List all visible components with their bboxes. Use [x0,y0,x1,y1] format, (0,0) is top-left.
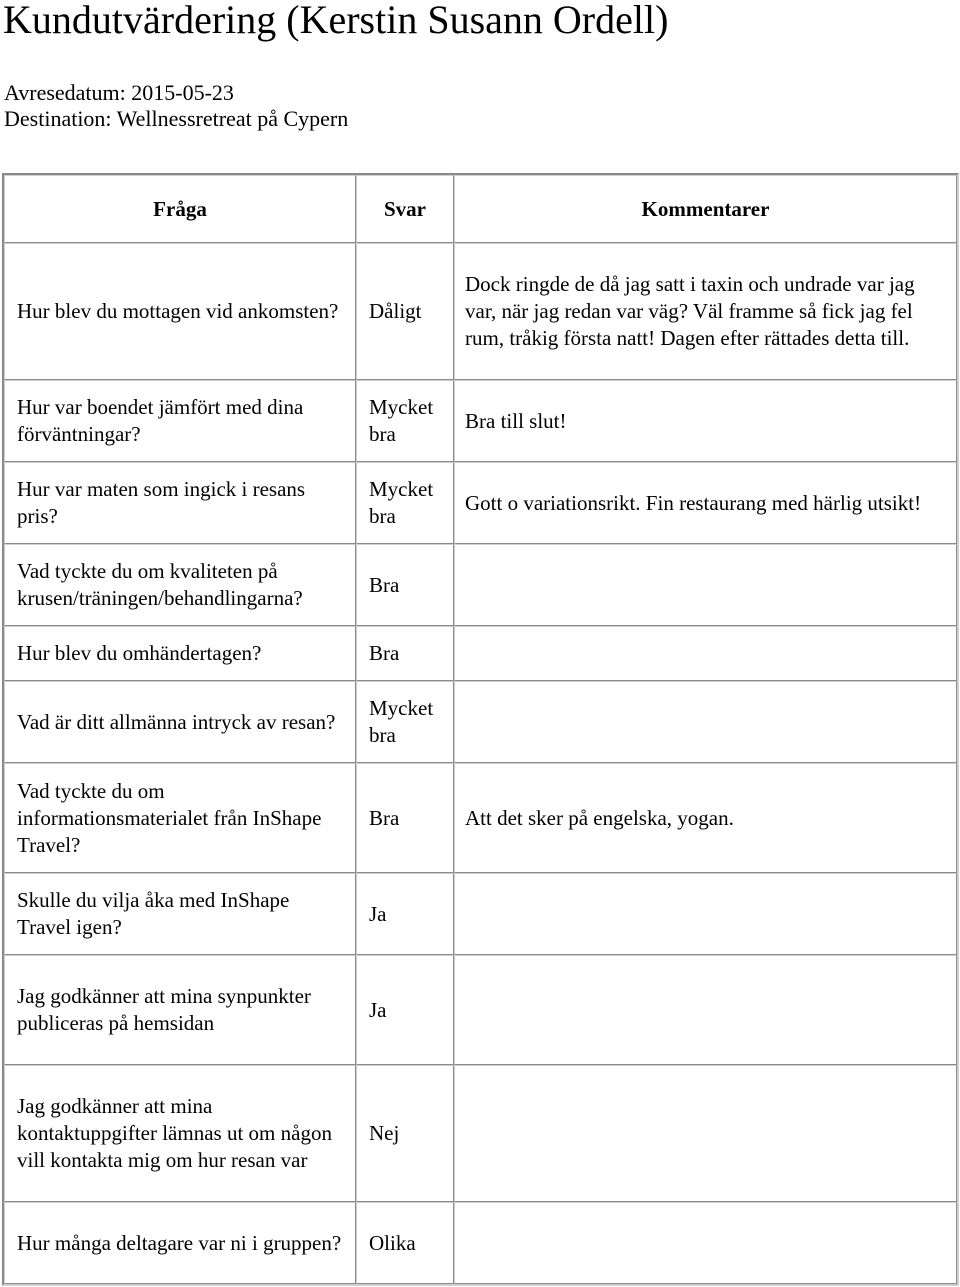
column-header-comments: Kommentarer [454,175,957,243]
column-header-question: Fråga [4,175,356,243]
departure-date: Avresedatum: 2015-05-23 [4,80,234,105]
table-header-row [4,175,957,243]
answer-cell: Bra [356,763,454,873]
comment-cell: Dock ringde de då jag satt i taxin och undrade var jag var, när jag redan var väg? Väl framme så fick jag fel rum, tråkig första natt! Dagen efter rättades detta till. [454,243,957,380]
comment-cell [454,544,957,626]
table-row [4,544,957,626]
answer-cell: Dåligt [356,243,454,380]
answer-cell: Nej [356,1065,454,1202]
comment-cell: Gott o variationsrikt. Fin restaurang med härlig utsikt! [454,462,957,544]
table-row [4,1202,957,1284]
question-cell: Hur blev du mottagen vid ankomsten? [4,243,356,380]
question-cell: Vad är ditt allmänna intryck av resan? [4,681,356,763]
comment-cell: Bra till slut! [454,380,957,462]
comment-cell [454,873,957,955]
question-cell: Vad tyckte du om informationsmaterialet från InShape Travel? [4,763,356,873]
answer-cell: Bra [356,544,454,626]
question-cell: Jag godkänner att mina synpunkter publiceras på hemsidan [4,955,356,1065]
answer-cell: Ja [356,873,454,955]
table-row [4,380,957,462]
answer-cell: Olika [356,1202,454,1284]
page-title: Kundutvärdering (Kerstin Susann Ordell) [3,0,669,42]
comment-cell: Att det sker på engelska, yogan. [454,763,957,873]
answer-cell: Mycket bra [356,380,454,462]
table-row [4,243,957,380]
column-header-answer: Svar [356,175,454,243]
comment-cell [454,626,957,681]
question-cell: Hur blev du omhändertagen? [4,626,356,681]
question-cell: Hur var maten som ingick i resans pris? [4,462,356,544]
answer-cell: Mycket bra [356,462,454,544]
comment-cell [454,1202,957,1284]
answer-cell: Bra [356,626,454,681]
comment-cell [454,681,957,763]
comment-cell [454,955,957,1065]
table-row [4,873,957,955]
table-row [4,955,957,1065]
survey-table [2,173,959,1286]
table-row [4,1065,957,1202]
table-row [4,462,957,544]
table-row [4,681,957,763]
question-cell: Hur var boendet jämfört med dina förväntningar? [4,380,356,462]
question-cell: Hur många deltagare var ni i gruppen? [4,1202,356,1284]
table-row [4,626,957,681]
destination: Destination: Wellnessretreat på Cypern [4,106,349,131]
question-cell: Vad tyckte du om kvaliteten på krusen/träningen/behandlingarna? [4,544,356,626]
comment-cell [454,1065,957,1202]
answer-cell: Ja [356,955,454,1065]
answer-cell: Mycket bra [356,681,454,763]
table-row [4,763,957,873]
question-cell: Skulle du vilja åka med InShape Travel igen? [4,873,356,955]
question-cell: Jag godkänner att mina kontaktuppgifter lämnas ut om någon vill kontakta mig om hur resan var [4,1065,356,1202]
